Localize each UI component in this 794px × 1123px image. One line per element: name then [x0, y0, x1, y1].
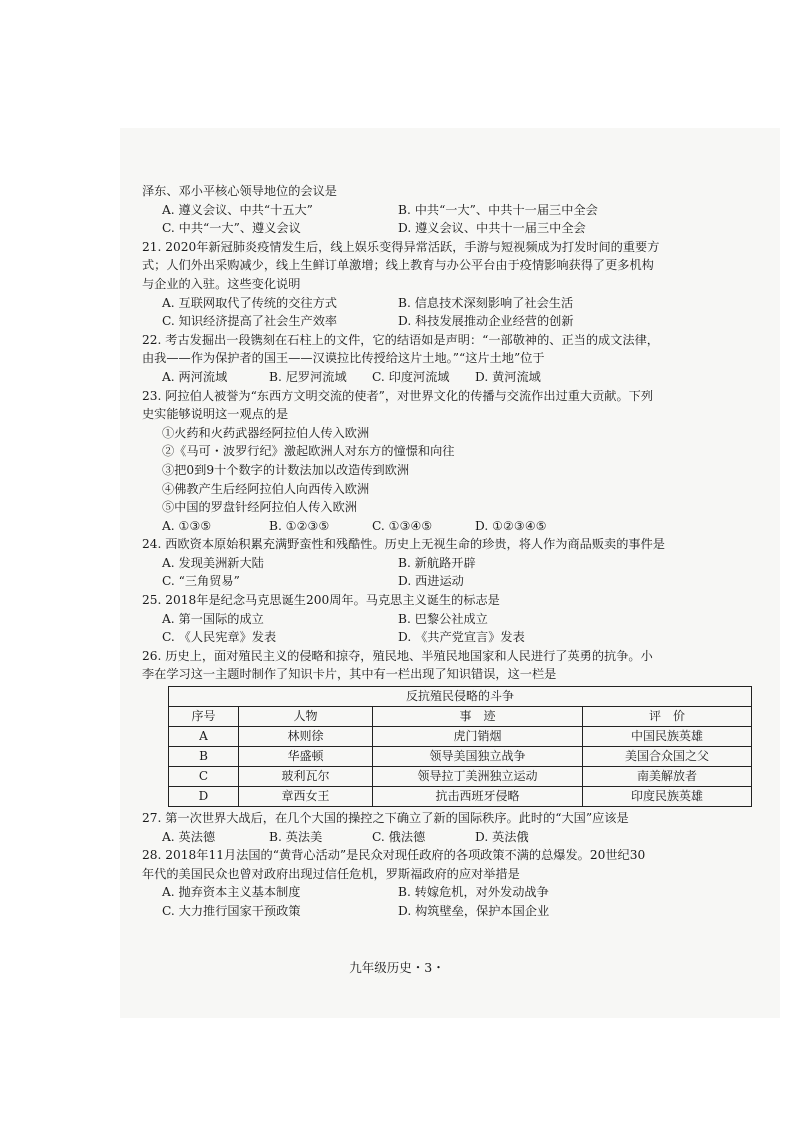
- option-c: C. 中共“一大”、遵义会议: [162, 221, 301, 236]
- option-d: D. 西进运动: [398, 574, 464, 589]
- option-d: D. 科技发展推动企业经营的创新: [398, 314, 574, 329]
- option-d: D. 英法俄: [475, 829, 529, 844]
- question-text: 式；人们外出采购减少，线上生鲜订单激增；线上教育与办公平台由于疫情影响获得了更多机构: [142, 258, 654, 273]
- question-text: 23. 阿拉伯人被誉为“东西方文明交流的使者”，对世界文化的传播与交流作出过重大贡献。下列: [142, 388, 654, 403]
- option-c: C. 俄法德: [372, 829, 426, 844]
- question-text: 由我——作为保护者的国王——汉谟拉比传授给这片土地。”“这片土地”位于: [142, 351, 545, 366]
- table-header: 事 迹: [373, 707, 583, 727]
- question-text: 24. 西欧资本原始积累充满野蛮性和残酷性。历史上无视生命的珍贵，将人作为商品贩卖的事件是: [142, 537, 665, 552]
- option-c: C. “三角贸易”: [162, 574, 240, 589]
- option-b: B. 巴黎公社成立: [398, 611, 488, 626]
- question-text: 25. 2018年是纪念马克思诞生200周年。马克思主义诞生的标志是: [142, 593, 500, 608]
- table-row: D 章西女王 抗击西班牙侵略 印度民族英雄: [169, 787, 752, 807]
- statement-item: ④佛教产生后经阿拉伯人向西传入欧洲: [162, 481, 370, 496]
- option-a: A. 两河流域: [162, 369, 228, 384]
- table-header: 人物: [238, 707, 372, 727]
- option-c: C. 《人民宪章》发表: [162, 630, 277, 645]
- option-c: C. ①③④⑤: [372, 518, 433, 533]
- option-a: A. 英法德: [162, 829, 216, 844]
- option-c: C. 知识经济提高了社会生产效率: [162, 314, 338, 329]
- statement-item: ①火药和火药武器经阿拉伯人传入欧洲: [162, 425, 370, 440]
- option-b: B. 转嫁危机，对外发动战争: [398, 885, 549, 900]
- question-21: [142, 238, 762, 331]
- option-c: C. 大力推行国家干预政策: [162, 904, 301, 918]
- option-a: A. 遵义会议、中共“十五大”: [162, 202, 313, 217]
- question-text: 28. 2018年11月法国的“黄背心活动”是民众对现任政府的各项政策不满的总爆发。20世纪30: [142, 848, 646, 863]
- question-20: [142, 182, 762, 238]
- option-d: D. ①②③④⑤: [475, 518, 547, 533]
- option-b: B. ①②③⑤: [269, 518, 330, 533]
- option-d: D. 遵义会议、中共十一届三中全会: [398, 221, 586, 236]
- table-title: 反抗殖民侵略的斗争: [169, 687, 752, 707]
- table-row: B 华盛顿 领导美国独立战争 美国合众国之父: [169, 747, 752, 767]
- question-27: [142, 809, 762, 846]
- knowledge-card-table: [168, 686, 752, 807]
- question-text: 26. 历史上，面对殖民主义的侵略和掠夺，殖民地、半殖民地国家和人民进行了英勇的抗争。小: [142, 648, 653, 663]
- question-text: 史实能够说明这一观点的是: [142, 407, 289, 422]
- table-row: C 玻利瓦尔 领导拉丁美洲独立运动 南美解放者: [169, 767, 752, 787]
- option-b: B. 英法美: [269, 829, 323, 844]
- statement-item: ③把0到9十个数字的计数法加以改造传到欧洲: [162, 462, 410, 477]
- option-b: B. 新航路开辟: [398, 555, 476, 570]
- option-b: B. 尼罗河流域: [269, 369, 347, 384]
- option-c: C. 印度河流域: [372, 369, 450, 384]
- option-a: A. 互联网取代了传统的交往方式: [162, 295, 337, 310]
- question-23: [142, 387, 762, 536]
- question-text: 22. 考古发掘出一段镌刻在石柱上的文件，它的结语如是声明：“一部敬神的、正当的成文法律，: [142, 332, 659, 347]
- table-header: 评 价: [582, 707, 751, 727]
- page-footer: 九年级历史・3・: [349, 960, 445, 975]
- question-24: [142, 535, 762, 591]
- option-d: D. 《共产党宣言》发表: [398, 630, 525, 645]
- question-25: [142, 591, 762, 647]
- option-d: D. 构筑壁垒，保护本国企业: [398, 904, 550, 918]
- option-a: A. 第一国际的成立: [162, 611, 264, 626]
- question-26: [142, 647, 762, 807]
- option-b: B. 中共“一大”、中共十一届三中全会: [398, 202, 598, 217]
- question-text: 李在学习这一主题时制作了知识卡片，其中有一栏出现了知识错误，这一栏是: [142, 667, 557, 682]
- question-22: [142, 331, 762, 387]
- option-a: A. 抛弃资本主义基本制度: [162, 885, 301, 900]
- question-28: [142, 846, 762, 920]
- option-a: A. 发现美洲新大陆: [162, 555, 264, 570]
- question-text: 年代的美国民众也曾对政府出现过信任危机，罗斯福政府的应对举措是: [142, 866, 520, 881]
- question-text: 泽东、邓小平核心领导地位的会议是: [142, 184, 337, 198]
- option-a: A. ①③⑤: [162, 518, 212, 533]
- table-header: 序号: [169, 707, 239, 727]
- table-row: A 林则徐 虎门销烟 中国民族英雄: [169, 727, 752, 747]
- option-b: B. 信息技术深刻影响了社会生活: [398, 295, 574, 310]
- statement-item: ⑤中国的罗盘针经阿拉伯人传入欧洲: [162, 500, 357, 515]
- exam-content: [142, 182, 762, 921]
- question-text: 27. 第一次世界大战后，在几个大国的操控之下确立了新的国际秩序。此时的“大国”应该是: [142, 811, 629, 826]
- statement-item: ②《马可・波罗行纪》激起欧洲人对东方的憧憬和向往: [162, 444, 455, 459]
- question-text: 21. 2020年新冠肺炎疫情发生后，线上娱乐变得异常活跃，手游与短视频成为打发时间的重要方: [142, 239, 660, 254]
- option-d: D. 黄河流域: [475, 369, 541, 384]
- question-text: 与企业的入驻。这些变化说明: [142, 276, 301, 291]
